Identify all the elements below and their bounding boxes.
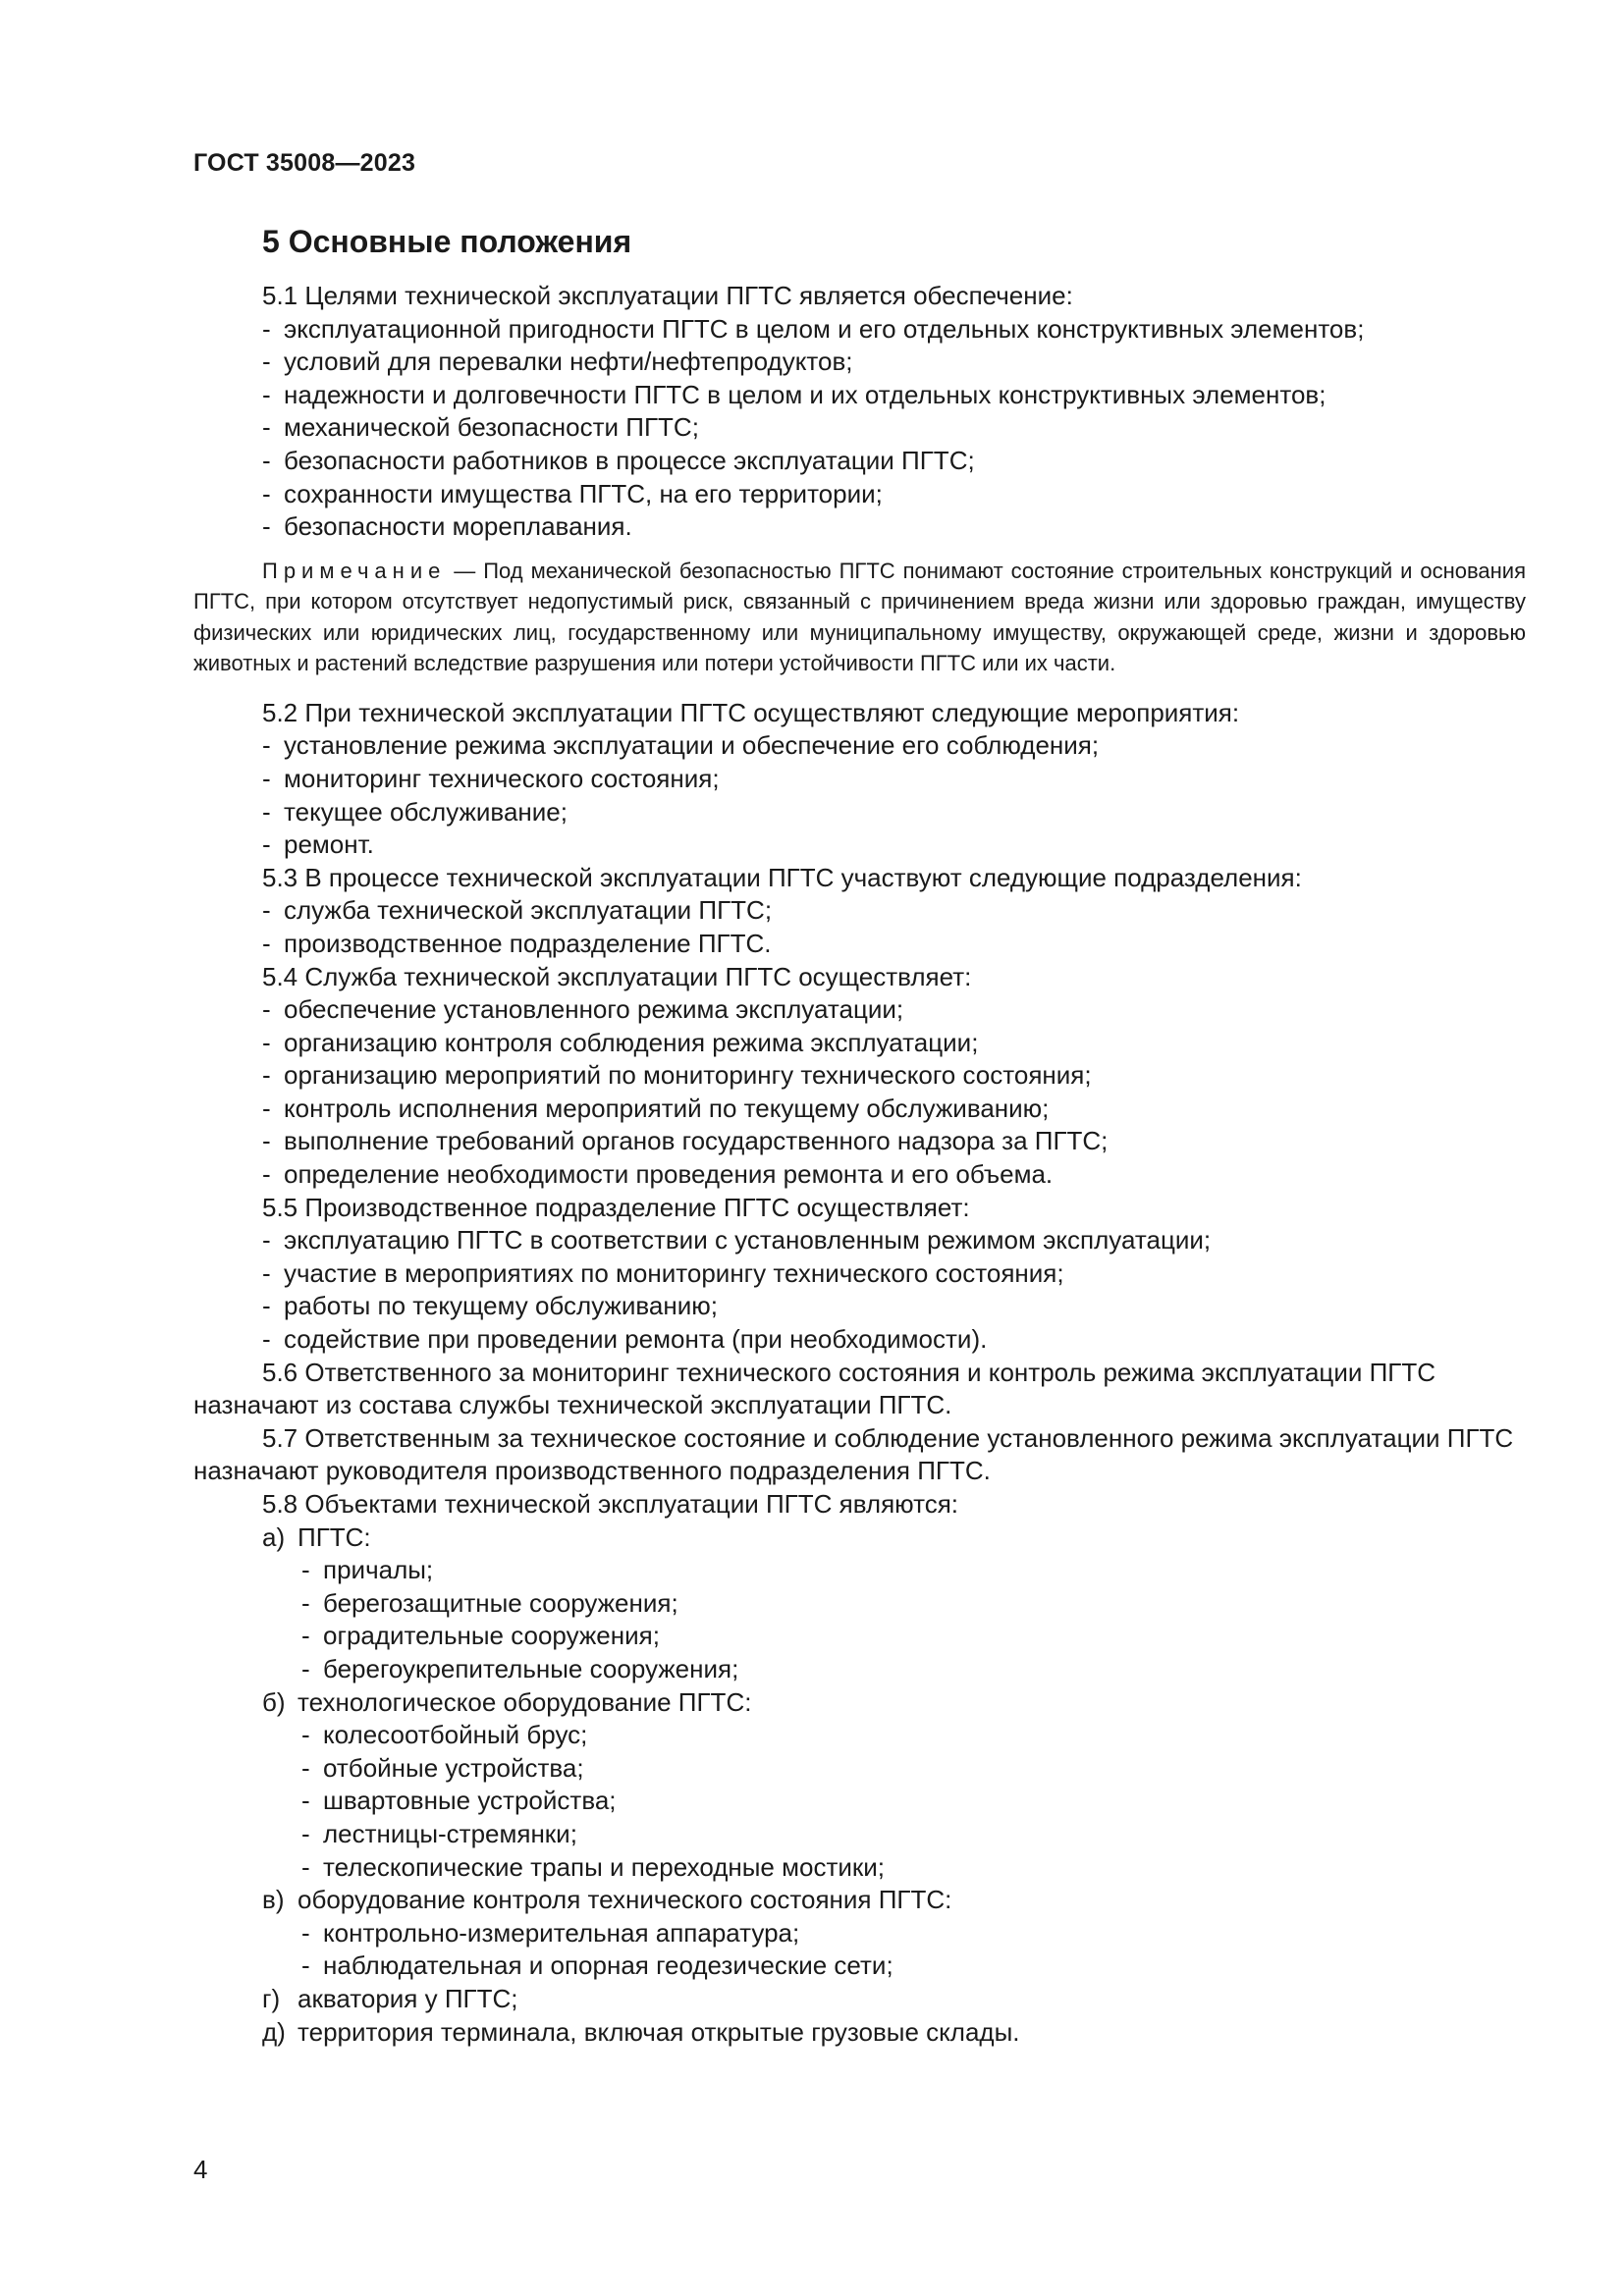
list-item (193, 478, 1526, 511)
list-item-text: содействие при проведении ремонта (при необходимости). (284, 1324, 988, 1355)
list-item-text: организацию контроля соблюдения режима эксплуатации; (284, 1027, 979, 1057)
clause-lead: 5.1 Целями технической эксплуатации ПГТС является обеспечение: (262, 281, 1073, 310)
dash-marker: - (262, 1093, 271, 1123)
lettered-item-text: оборудование контроля технического состояния ПГТС: (298, 1885, 952, 1915)
dash-marker: - (262, 511, 271, 542)
list-item-text: надежности и долговечности ПГТС в целом и их отдельных конструктивных элементов; (284, 379, 1326, 409)
clause-lead: 5.2 При технической эксплуатации ПГТС осуществляют следующие мероприятия: (262, 697, 1240, 727)
list-item (193, 411, 1526, 445)
letter-marker: б) (262, 1686, 286, 1717)
dash-marker: - (301, 1818, 310, 1848)
list-item (193, 1027, 1526, 1060)
dash-marker: - (262, 347, 271, 377)
list-item (193, 510, 1526, 544)
dash-marker: - (301, 1555, 310, 1585)
clause-5-5-list (193, 1224, 1526, 1356)
sub-list-item (193, 1752, 1526, 1786)
clause-5-4 (193, 961, 1526, 1192)
dash-marker: - (262, 763, 271, 793)
dash-marker: - (262, 1060, 271, 1091)
list-item-text: условий для перевалки нефти/нефтепродуктов; (284, 347, 853, 377)
sub-list-item-text: колесоотбойный брус; (323, 1720, 588, 1750)
list-item-text: безопасности работников в процессе эксплуатации ПГТС; (284, 445, 975, 475)
sub-list-item (193, 1719, 1526, 1752)
document-body (193, 221, 1526, 2049)
lettered-item (193, 1983, 1526, 2016)
list-item-text: безопасности мореплавания. (284, 511, 632, 542)
sub-list-item (193, 1917, 1526, 1950)
list-item (193, 379, 1526, 412)
sub-list-item (193, 1785, 1526, 1818)
list-item-text: ремонт. (284, 829, 374, 860)
sub-list-item-text: контрольно-измерительная аппаратура; (323, 1917, 800, 1948)
sub-list-item-text: причалы; (323, 1555, 434, 1585)
sub-list-item-text: швартовные устройства; (323, 1786, 617, 1816)
dash-marker: - (262, 379, 271, 409)
dash-marker: - (262, 994, 271, 1025)
dash-marker: - (262, 895, 271, 926)
list-item-text: работы по текущему обслуживанию; (284, 1291, 718, 1321)
list-item-text: контроль исполнения мероприятий по текущему обслуживанию; (284, 1093, 1050, 1123)
list-item-text: выполнение требований органов государственного надзора за ПГТС; (284, 1126, 1109, 1156)
list-item (193, 445, 1526, 478)
dash-marker: - (262, 1225, 271, 1255)
dash-marker: - (262, 928, 271, 958)
sub-list-item (193, 1949, 1526, 1983)
sub-list-item-text: лестницы-стремянки; (323, 1818, 577, 1848)
dash-marker: - (301, 1587, 310, 1618)
clause-5-8 (193, 1488, 1526, 2049)
sub-list-item (193, 1851, 1526, 1885)
dash-marker: - (301, 1621, 310, 1651)
list-item-text: служба технической эксплуатации ПГТС; (284, 895, 773, 926)
clause-5-1-list (193, 313, 1526, 544)
dash-marker: - (301, 1851, 310, 1882)
dash-marker: - (262, 1126, 271, 1156)
sub-list-item-text: оградительные сооружения; (323, 1621, 660, 1651)
list-item (193, 1093, 1526, 1126)
list-item-text: производственное подразделение ПГТС. (284, 928, 772, 958)
list-item (193, 1158, 1526, 1192)
dash-marker: - (301, 1752, 310, 1783)
list-item (193, 1059, 1526, 1093)
dash-marker: - (262, 478, 271, 508)
clause-5-3-list (193, 894, 1526, 960)
list-item-text: сохранности имущества ПГТС, на его территории; (284, 478, 883, 508)
sub-list-item (193, 1554, 1526, 1587)
list-item-text: эксплуатационной пригодности ПГТС в целом и его отдельных конструктивных элементов; (284, 313, 1365, 344)
dash-marker: - (262, 313, 271, 344)
clause-5-3 (193, 862, 1526, 961)
list-item-text: обеспечение установленного режима эксплуатации; (284, 994, 904, 1025)
sub-list-item-text: берегозащитные сооружения; (323, 1587, 678, 1618)
sub-list-item (193, 1620, 1526, 1653)
lettered-item-text: ПГТС: (298, 1522, 371, 1552)
note-text: — Под механической безопасностью ПГТС понимают состояние строительных конструкций и основания ПГТС, при котором отсутствует недопустимый риск, связанный с причинением вреда жизни или здоровью граждан, имуществу физических или юридических лиц, государственному или муниципальному имуществу, окружающей среде, жизни и здоровью животных и растений вследствие разрушения или потери устойчивости ПГТС или их части. (193, 558, 1526, 676)
lettered-item-text: акватория у ПГТС; (298, 1983, 518, 2013)
dash-marker: - (301, 1653, 310, 1683)
dash-marker: - (262, 730, 271, 761)
clause-lead: 5.4 Служба технической эксплуатации ПГТС осуществляет: (262, 961, 972, 991)
list-item (193, 1323, 1526, 1357)
dash-marker: - (262, 445, 271, 475)
lettered-item-text: территория терминала, включая открытые грузовые склады. (298, 2016, 1020, 2047)
sub-list-item-text: берегоукрепительные сооружения; (323, 1653, 739, 1683)
list-item-text: механической безопасности ПГТС; (284, 412, 699, 443)
dash-marker: - (262, 1159, 271, 1190)
list-item (193, 1290, 1526, 1323)
dash-marker: - (301, 1720, 310, 1750)
list-item-text: участие в мероприятиях по мониторингу технического состояния; (284, 1257, 1064, 1288)
list-item (193, 993, 1526, 1027)
dash-marker: - (262, 1027, 271, 1057)
list-item-text: установление режима эксплуатации и обеспечение его соблюдения; (284, 730, 1100, 761)
page-number: 4 (193, 2155, 208, 2184)
lettered-item (193, 2016, 1526, 2050)
list-item-text: определение необходимости проведения ремонта и его объема. (284, 1159, 1054, 1190)
clause-lead: 5.8 Объектами технической эксплуатации ПГТС являются: (262, 1489, 959, 1519)
section-text (193, 280, 1526, 2049)
sub-list-item (193, 1587, 1526, 1621)
dash-marker: - (262, 412, 271, 443)
section-title: 5 Основные положения (262, 224, 632, 259)
list-item (193, 928, 1526, 961)
list-item (193, 894, 1526, 928)
clause-lead: 5.3 В процессе технической эксплуатации ПГТС участвуют следующие подразделения: (262, 862, 1302, 892)
list-item-text: текущее обслуживание; (284, 796, 568, 827)
clause-lead: 5.5 Производственное подразделение ПГТС осуществляет: (262, 1192, 970, 1222)
dash-marker: - (301, 1950, 310, 1981)
list-item-text: организацию мероприятий по мониторингу технического состояния; (284, 1060, 1092, 1091)
clause-5-8-groups (193, 1522, 1526, 2050)
list-item (193, 1224, 1526, 1257)
lettered-item (193, 1884, 1526, 1917)
dash-marker: - (301, 1786, 310, 1816)
note-label: Примечание (262, 558, 447, 583)
note (193, 556, 1526, 679)
sub-list-item-text: наблюдательная и опорная геодезические сети; (323, 1950, 893, 1981)
letter-marker: в) (262, 1885, 285, 1915)
dash-marker: - (262, 1324, 271, 1355)
clause-5-4-list (193, 993, 1526, 1192)
list-item (193, 828, 1526, 862)
sub-list-item (193, 1653, 1526, 1686)
sub-list-item (193, 1818, 1526, 1851)
lettered-item-text: технологическое оборудование ПГТС: (298, 1686, 752, 1717)
list-item (193, 1125, 1526, 1158)
letter-marker: г) (262, 1983, 281, 2013)
list-item-text: мониторинг технического состояния; (284, 763, 720, 793)
dash-marker: - (262, 1291, 271, 1321)
list-item (193, 796, 1526, 829)
dash-marker: - (301, 1917, 310, 1948)
list-item (193, 1257, 1526, 1291)
sub-list-item-text: телескопические трапы и переходные мостики; (323, 1851, 885, 1882)
list-item (193, 763, 1526, 796)
clause-5-2 (193, 697, 1526, 862)
lettered-item (193, 1522, 1526, 1555)
document-header: ГОСТ 35008—2023 (193, 149, 416, 177)
letter-marker: а) (262, 1522, 286, 1552)
list-item (193, 346, 1526, 379)
dash-marker: - (262, 796, 271, 827)
list-item (193, 313, 1526, 347)
clause-5-2-list (193, 729, 1526, 861)
clause-5-5 (193, 1192, 1526, 1357)
dash-marker: - (262, 1257, 271, 1288)
dash-marker: - (262, 829, 271, 860)
clause-5-6: 5.6 Ответственного за мониторинг технического состояния и контроль режима эксплуатации ПГТС назначают из состава службы технической эксплуатации ПГТС. (193, 1357, 1436, 1420)
sub-list-item-text: отбойные устройства; (323, 1752, 584, 1783)
list-item-text: эксплуатацию ПГТС в соответствии с установленным режимом эксплуатации; (284, 1225, 1212, 1255)
lettered-item (193, 1686, 1526, 1720)
clause-5-1 (193, 280, 1526, 544)
clause-5-7: 5.7 Ответственным за техническое состояние и соблюдение установленного режима эксплуатации ПГТС назначают руководителя производственного подразделения ПГТС. (193, 1422, 1514, 1486)
letter-marker: д) (262, 2016, 286, 2047)
list-item (193, 729, 1526, 763)
